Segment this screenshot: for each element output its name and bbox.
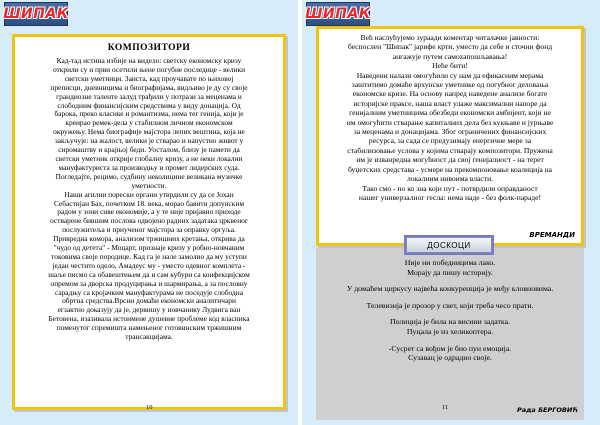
text-line: Себастијан Бах, почетком 18. века, морао бавити допунским (53, 198, 245, 208)
article-signature: ВРЕМАНДИ (529, 231, 575, 239)
text-line: грандиозне таленте залуд трађили у потрази за меценама и (56, 91, 242, 101)
aphorism-list (324, 258, 576, 363)
text-line: светски уметник открије глобалну кризу, а не неки локални (55, 153, 243, 163)
text-line: Кад-тад истина избије на видело: светску економску кризу (56, 56, 242, 65)
aphorism-line: Пуцала је из хеликоптера. (406, 326, 494, 336)
text-line: слободним финансијским средствима у виду донација. Од (57, 100, 241, 110)
page-number-right: 11 (442, 404, 449, 411)
article-continuation-body (327, 33, 573, 202)
text-line: радом у зони сиве економије, а у те није пријавио приходе (57, 207, 241, 217)
text-line: токовима своје породице. Кад га је нале замолио да му уступи (51, 251, 247, 261)
text-line: трансакцијама. (125, 332, 173, 342)
aphorism-line: -Сусрет са вођом је био пун емоција. (388, 343, 512, 353)
text-line: један честито одело, Амадеус му - уместо одевног комплета - (52, 260, 246, 270)
text-line: Тако смо - по ко зна који пут - потврдили оправданост (362, 183, 538, 193)
text-line: сарадњу са кројачким мануфактурама не поседује слободна (54, 287, 244, 297)
text-line: послужитеља и приученог мајстора за оправку оргуља. (62, 225, 236, 235)
right-page (302, 0, 600, 425)
text-line: барока, преко класике и романтизма, нема тег генија, који је (54, 109, 244, 119)
text-line: економске кризе. На основу напред наведене анализе богате (352, 89, 548, 99)
aphorism-line: Није ни победницима лако. (404, 258, 496, 267)
text-line: поменутог спремишта намењеног готовинским тржишним (56, 323, 242, 333)
text-line: мануфактуриста за производњу и промет лидерских суда. (58, 162, 240, 172)
text-line: генијалним уметницима обезбеди економски амбијент, који не (349, 108, 551, 118)
text-line: нашег универзалног гесла: нема наде - без фолк-параде! (358, 192, 542, 202)
article-title: КОМПОЗИТОРИ (107, 43, 191, 53)
aphorism-line: Телевизија је прозор у свет, који треба чесо прати. (366, 300, 534, 310)
text-line: стабилизовање услова у којима стварају композитори. Пружена (347, 145, 553, 155)
article-body (23, 57, 275, 342)
text-line: егзактно доказују да је, дервишу у новчанику Лудвига ван (57, 305, 241, 315)
text-line: "чудо од детета" - Моцарт, признаје кризу у робно-новчаним (53, 243, 245, 253)
text-line: Погледајте, рецимо, судбину неколицине великана музичке (55, 171, 243, 181)
text-line: Бетовена, изазивала истоимене душевне проблеме код власника (48, 314, 250, 324)
shipak-logo: ШИПАК (306, 2, 370, 26)
text-line: Већ наслућујемо зураади коментар читалачке јавности: (360, 33, 540, 42)
doskoci-section-label: ДОСКОЦИ (406, 237, 492, 253)
aphorism-line: Полиција је била на висини задатка. (389, 317, 511, 327)
text-line: шаље писмо са обавештењем да и сам кубури са конфекцијском (48, 269, 250, 279)
text-line: Неће бити! (432, 61, 468, 71)
text-line: историјске праксе, наша власт улаже максимални напоре да (353, 98, 547, 108)
composers-article-box (12, 34, 286, 410)
text-line: заштитимо домаће врхунске уметнике од погубног деловања (351, 80, 549, 90)
text-line: буџетских средстава - усмере на прекомпоновање коалиција на (347, 164, 553, 174)
text-line: уметности. (131, 180, 167, 190)
page-number-left: 10 (146, 404, 153, 411)
text-line: окружењу. Нема биографије мајстора лепих вештина, која не (53, 127, 245, 137)
text-line: локалним нивоима власти. (406, 174, 494, 184)
text-line: Наведени налази омогућили су нам да ефикасним мерама (356, 70, 544, 80)
text-line: остварене бившим послова одвојено радних задатака црквеног (50, 216, 248, 226)
shipak-logo: ШИПАК (4, 2, 68, 26)
text-line: преписци, дневницима и биографијама, видљиво је ду су своје (50, 82, 248, 92)
article-continuation-box (316, 26, 584, 246)
aphorism-line: Морају да пишу историју. (407, 267, 493, 277)
text-line: ресурса, за сада се предузимају енергичне мере за (368, 136, 532, 146)
text-line: ангажује путем самоzапошљавања! (392, 51, 508, 61)
text-line: обртна средства.Врсни домаћи економски аналитичари (62, 296, 236, 306)
text-line: опремом за дворска продуцирања и шармирања, а за пословну (50, 278, 248, 288)
aphorism-line: Сузавац је одрадио своје. (408, 353, 492, 363)
text-line: им омогућити стварање капиталних дела без кукњаве и јурњаве (346, 117, 554, 127)
text-line: светски уметници. Заиста, кад проучавате по њиховој (64, 73, 234, 83)
text-line: Наши агилни порески органи утврдили су да се Јохан (64, 189, 234, 199)
text-line: Привредна комора, анализом тржишних кретања, открива да (53, 234, 245, 244)
text-line: сиромаштву и крајњој беди. Уосталом, близу је памети да (58, 145, 240, 155)
text-line: закључује: на жалост, велики је стварао и напустио живот у (54, 136, 244, 146)
aphorism-line: У домаћем циркусу највећа конкуренција је међу кловновима. (346, 284, 554, 294)
text-line: открили су и први осетили њене погубне последице - велики (52, 64, 246, 74)
text-line: беспослен "Шипак" јарифе крти, уместо да себе и сточни фонд (347, 42, 553, 52)
aphorisms-box (316, 248, 584, 420)
aphorism-author: Рада БЕРГОВИЋ (517, 406, 578, 414)
text-line: креирао ремек-дела у стабилном личном економском (65, 118, 233, 128)
left-page (0, 0, 298, 425)
text-line: за меценама и донацијама. Због ограничених финансијских (353, 127, 547, 137)
text-line: им је изванредна могућност да свој генијалност - на терет (356, 155, 544, 165)
